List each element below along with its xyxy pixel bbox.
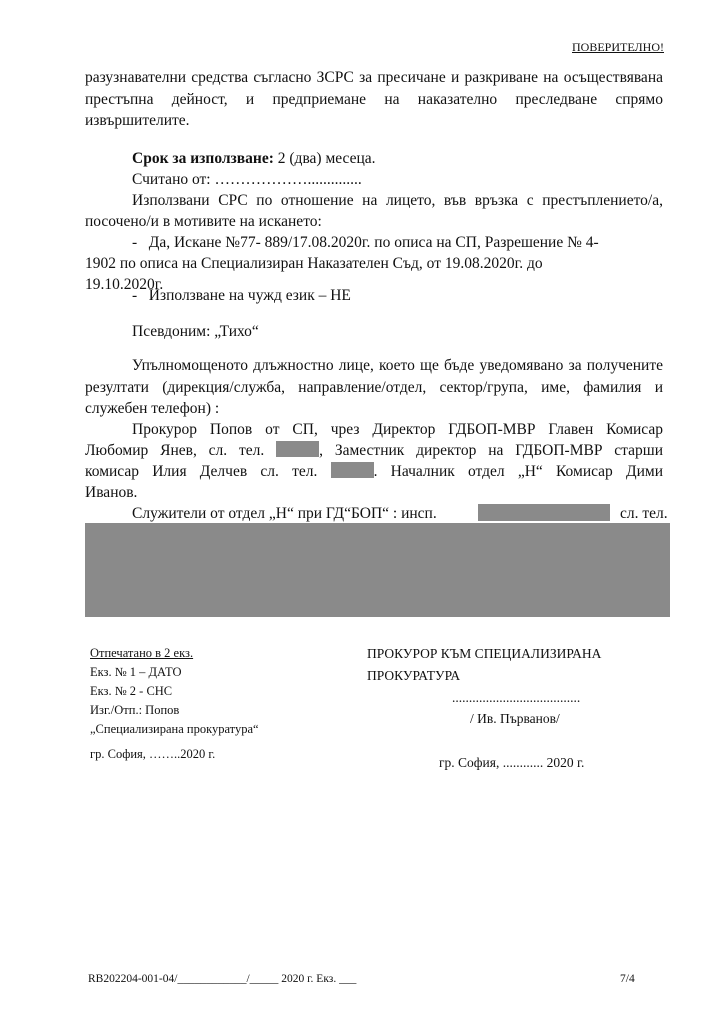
pseudonym: Псевдоним: „Тихо“	[132, 323, 259, 340]
prosecutor-line-1: Прокурор Попов от СП, чрез Директор ГДБОП-МВР Главен Комисар	[132, 421, 663, 438]
prosecutor-line-2	[85, 440, 663, 462]
redaction-phone-2	[331, 462, 374, 478]
author-line: Изг./Отп.: Попов	[90, 703, 180, 717]
registration-number: RB202204-001-04/____________/_____ 2020 г. Екз. ___	[88, 973, 357, 985]
signature-title-line-1: ПРОКУРОР КЪМ СПЕЦИАЛИЗИРАНА	[367, 646, 602, 661]
signatory-name: / Ив. Първанов/	[470, 711, 560, 726]
staff-phone-label: сл. тел.	[620, 505, 668, 522]
srs-line-2: посочено/и в мотивите на искането:	[85, 213, 322, 230]
prosecutor-l2-start: Любомир Янев, сл. тел.	[85, 442, 265, 459]
counted-from: Считано от: ………………..............	[132, 171, 362, 188]
office-line: „Специализирана прокуратура“	[90, 722, 259, 736]
prosecutor-l3-start: комисар Илия Делчев сл. тел.	[85, 463, 318, 480]
term-label: Срок за използване:	[132, 150, 274, 167]
bullet-1-line-2: 1902 по описа на Специализиран Наказателен Съд, от 19.08.2020г. до	[85, 255, 543, 272]
redaction-staff-name	[478, 504, 610, 521]
printed-copies: Отпечатано в 2 екз.	[90, 646, 194, 660]
bullet-1-line-1: - Да, Искане №77- 889/17.08.2020г. по описа на СП, Разрешение № 4-	[132, 234, 599, 251]
signature-title	[367, 643, 601, 687]
srs-line-1: Използвани СРС по отношение на лицето, във връзка с престъплението/а,	[132, 192, 663, 209]
page-number: 7/4	[620, 973, 635, 985]
copy-1: Екз. № 1 – ДАТО	[90, 665, 182, 679]
copy-2: Екз. № 2 - СНС	[90, 684, 173, 698]
bullet-1-line-3: 19.10.2020г.	[85, 276, 164, 293]
prosecutor-line-3	[85, 461, 663, 483]
bullet-2: - Използване на чужд език – НЕ	[132, 287, 351, 304]
authorized-paragraph: Упълномощеното длъжностно лице, което ще бъде уведомявано за получените резултати (дирекция/служба, направление/отдел, сектор/група, име, фамилия и служебен телефон) :	[85, 357, 663, 417]
intro-paragraph: разузнавателни средства съгласно ЗСРС за пресичане и разкриване на осъществявана престъпна дейност, и предприемане на наказателно преследване спрямо извършителите.	[85, 69, 663, 129]
prosecutor-line-4: Иванов.	[85, 484, 138, 501]
distribution-block	[90, 644, 259, 764]
prosecutor-l3-end: . Началник отдел „Н“ Комисар Дими	[373, 463, 663, 480]
redaction-block	[85, 523, 670, 617]
signature-dots: ......................................	[452, 690, 581, 705]
signature-title-line-2: ПРОКУРАТУРА	[367, 668, 461, 683]
staff-label: Служители от отдел „Н“ при ГД“БОП“ : инсп.	[132, 505, 437, 522]
classification-mark: ПОВЕРИТЕЛНО!	[572, 40, 664, 54]
left-city-date: гр. София, ……..2020 г.	[90, 747, 216, 761]
term-line	[132, 148, 376, 170]
prosecutor-l2-end: , Заместник директор на ГДБОП-МВР старши	[319, 442, 663, 459]
redaction-phone-1	[276, 441, 319, 457]
right-city-date: гр. София, ............ 2020 г.	[439, 755, 585, 770]
term-value: 2 (два) месеца.	[273, 150, 376, 167]
